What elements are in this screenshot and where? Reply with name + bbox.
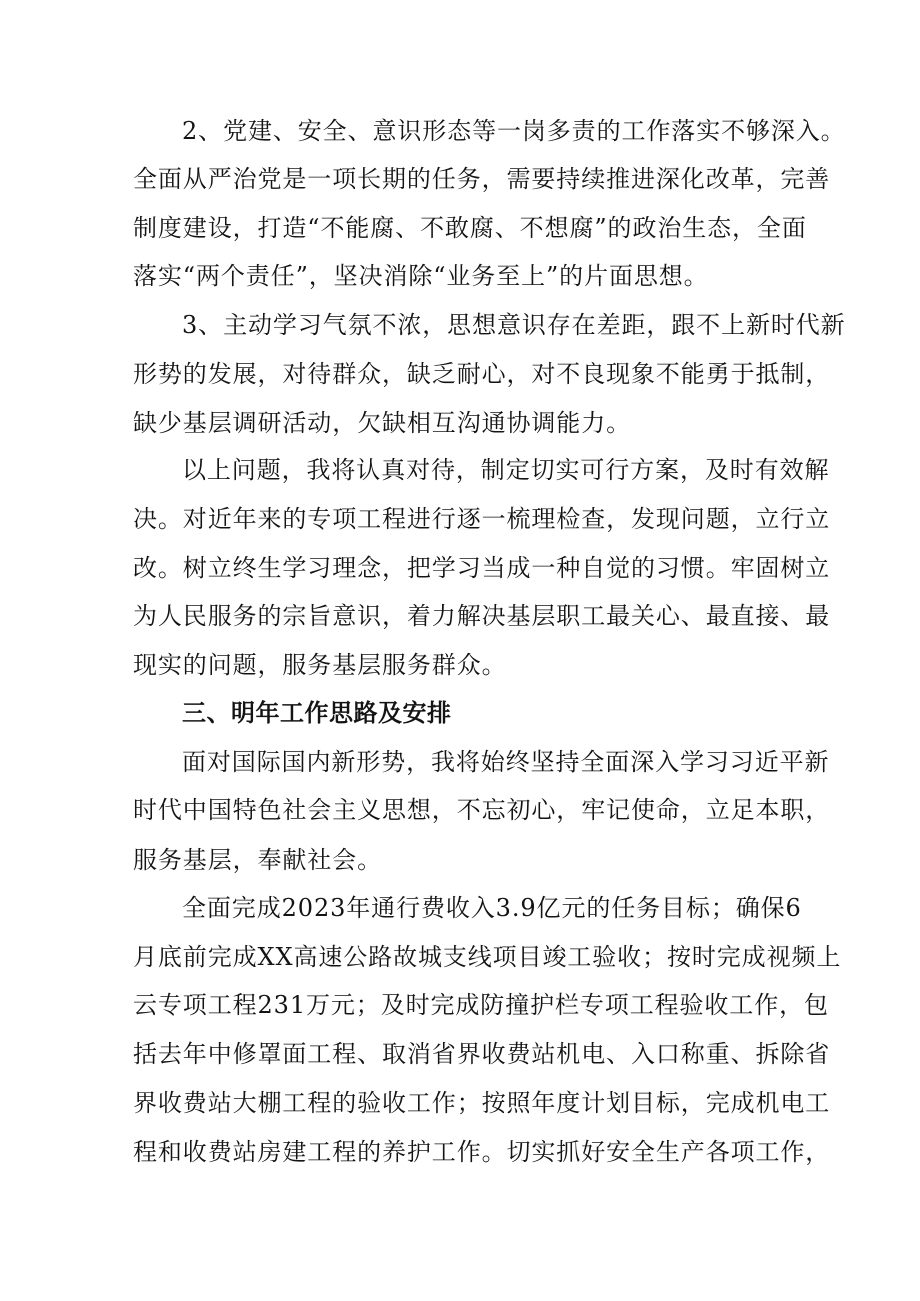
paragraph-6-line-5: 界收费站大棚工程的验收工作；按照年度计划目标，完成机电工: [133, 1089, 831, 1117]
paragraph-2-line-1: 2、党建、安全、意识形态等一岗多责的工作落实不够深入。: [182, 117, 846, 145]
paragraph-4-line-4: 为人民服务的宗旨意识，着力解决基层职工最关心、最直接、最: [133, 602, 831, 630]
paragraph-2-line-3: 制度建设，打造“不能腐、不敢腐、不想腐”的政治生态，全面: [133, 214, 807, 242]
paragraph-3-line-2: 形势的发展，对待群众，缺乏耐心，对不良现象不能勇于抵制，: [133, 360, 831, 388]
paragraph-5-line-2: 时代中国特色社会主义思想，不忘初心，牢记使命，立足本职，: [133, 796, 831, 824]
paragraph-3-line-3: 缺少基层调研活动，欠缺相互沟通协调能力。: [133, 409, 631, 437]
paragraph-6-line-4: 括去年中修罩面工程、取消省界收费站机电、入口称重、拆除省: [133, 1040, 831, 1068]
paragraph-5-line-3: 服务基层，奉献社会。: [133, 846, 382, 874]
paragraph-4-line-3: 改。树立终生学习理念，把学习当成一种自觉的习惯。牢固树立: [133, 554, 831, 582]
paragraph-4-line-5: 现实的问题，服务基层服务群众。: [133, 651, 507, 679]
paragraph-3-line-1: 3、主动学习气氛不浓，思想意识存在差距，跟不上新时代新: [182, 311, 846, 339]
paragraph-6-line-2: 月底前完成XX高速公路故城支线项目竣工验收；按时完成视频上: [133, 943, 842, 971]
paragraph-6-line-6: 程和收费站房建工程的养护工作。切实抓好安全生产各项工作，: [133, 1138, 831, 1166]
paragraph-2-line-4: 落实“两个责任”，坚决消除“业务至上”的片面思想。: [133, 262, 709, 290]
paragraph-4-line-2: 决。对近年来的专项工程进行逐一梳理检查，发现问题，立行立: [133, 505, 831, 533]
paragraph-5-line-1: 面对国际国内新形势，我将始终坚持全面深入学习习近平新: [182, 748, 830, 776]
paragraph-6-line-1: 全面完成2023年通行费收入3.9亿元的任务目标；确保6: [182, 894, 802, 922]
section-heading: 三、明年工作思路及安排: [182, 699, 452, 727]
paragraph-2-line-2: 全面从严治党是一项长期的任务，需要持续推进深化改革，完善: [133, 165, 831, 193]
paragraph-6-line-3: 云专项工程231万元；及时完成防撞护栏专项工程验收工作，包: [133, 991, 829, 1019]
paragraph-4-line-1: 以上问题，我将认真对待，制定切实可行方案，及时有效解: [182, 456, 830, 484]
